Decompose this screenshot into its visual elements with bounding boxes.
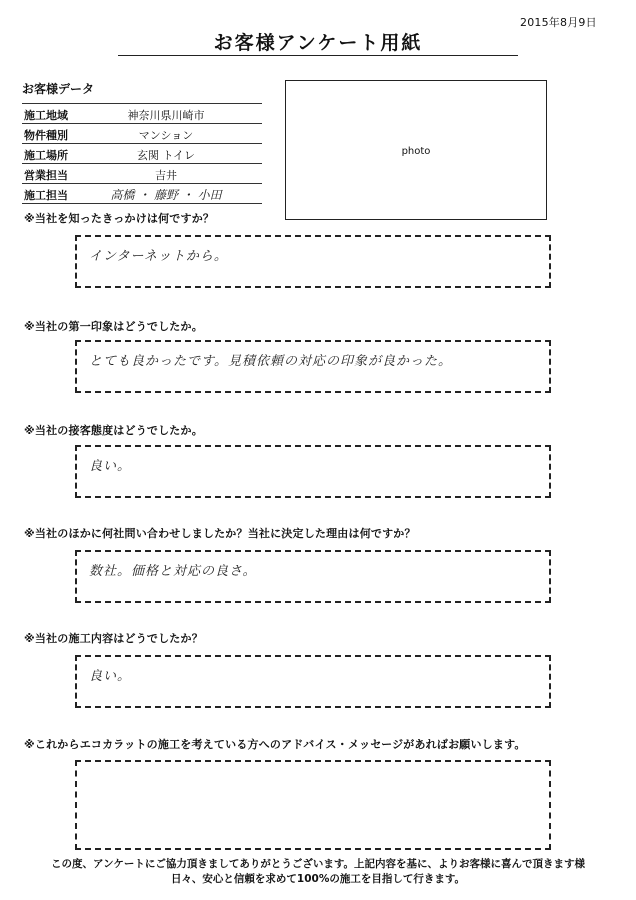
customer-data-heading: お客様データ <box>22 82 95 96</box>
customer-row-sales-rep <box>22 164 262 184</box>
answer-box-3 <box>75 445 551 498</box>
question-1: ※当社を知ったきっかけは何ですか？ <box>24 212 215 225</box>
customer-row-label: 営業担当 <box>24 169 68 182</box>
answer-box-2 <box>75 340 551 393</box>
answer-box-4 <box>75 550 551 603</box>
customer-row-label: 施工場所 <box>24 149 68 162</box>
answer-4: 数社。価格と対応の良さ。 <box>89 564 257 579</box>
answer-2: とても良かったです。見積依頼の対応の印象が良かった。 <box>89 354 452 369</box>
question-4: ※当社のほかに何社問い合わせしましたか？当社に決定した理由は何ですか？ <box>24 527 416 540</box>
question-3: ※当社の接客態度はどうでしたか。 <box>24 424 203 437</box>
answer-5: 良い。 <box>89 669 132 684</box>
customer-row-value: 玄関 トイレ <box>137 149 195 162</box>
customer-row-value: マンション <box>138 129 194 142</box>
answer-1: インターネットから。 <box>89 249 228 264</box>
page-title-wrap <box>0 28 636 58</box>
footer-line-1: この度、アンケートにご協力頂きましてありがとうございます。上記内容を基に、よりお客様に喜んで頂きます様 <box>50 858 586 870</box>
customer-row-value: 吉井 <box>155 169 177 182</box>
customer-row-area <box>22 103 262 124</box>
answer-box-1 <box>75 235 551 288</box>
customer-row-property-type <box>22 124 262 144</box>
footer-line-2: 日々、安心と信頼を求めて100%の施工を目指して行きます。 <box>170 873 466 885</box>
customer-row-value-handwritten: 高橋 ・ 藤野 ・ 小田 <box>110 188 222 202</box>
answer-3: 良い。 <box>89 459 132 474</box>
customer-row-installer <box>22 184 262 204</box>
answer-box-5 <box>75 655 551 708</box>
title-underline <box>118 55 518 56</box>
customer-row-label: 物件種別 <box>24 129 68 142</box>
photo-label: photo <box>401 146 431 157</box>
customer-row-location <box>22 144 262 164</box>
question-2: ※当社の第一印象はどうでしたか。 <box>24 320 203 333</box>
survey-date: 2015年8月9日 <box>520 16 597 29</box>
answer-box-6 <box>75 760 551 850</box>
customer-data-table <box>22 103 262 204</box>
customer-row-value: 神奈川県川崎市 <box>127 109 205 122</box>
question-6: ※これからエコカラットの施工を考えている方へのアドバイス・メッセージがあればお願いします。 <box>24 738 526 751</box>
customer-row-label: 施工担当 <box>24 189 68 202</box>
customer-row-label: 施工地域 <box>24 109 68 122</box>
page-title: お客様アンケート用紙 <box>213 32 423 54</box>
question-5: ※当社の施工内容はどうでしたか？ <box>24 632 203 645</box>
